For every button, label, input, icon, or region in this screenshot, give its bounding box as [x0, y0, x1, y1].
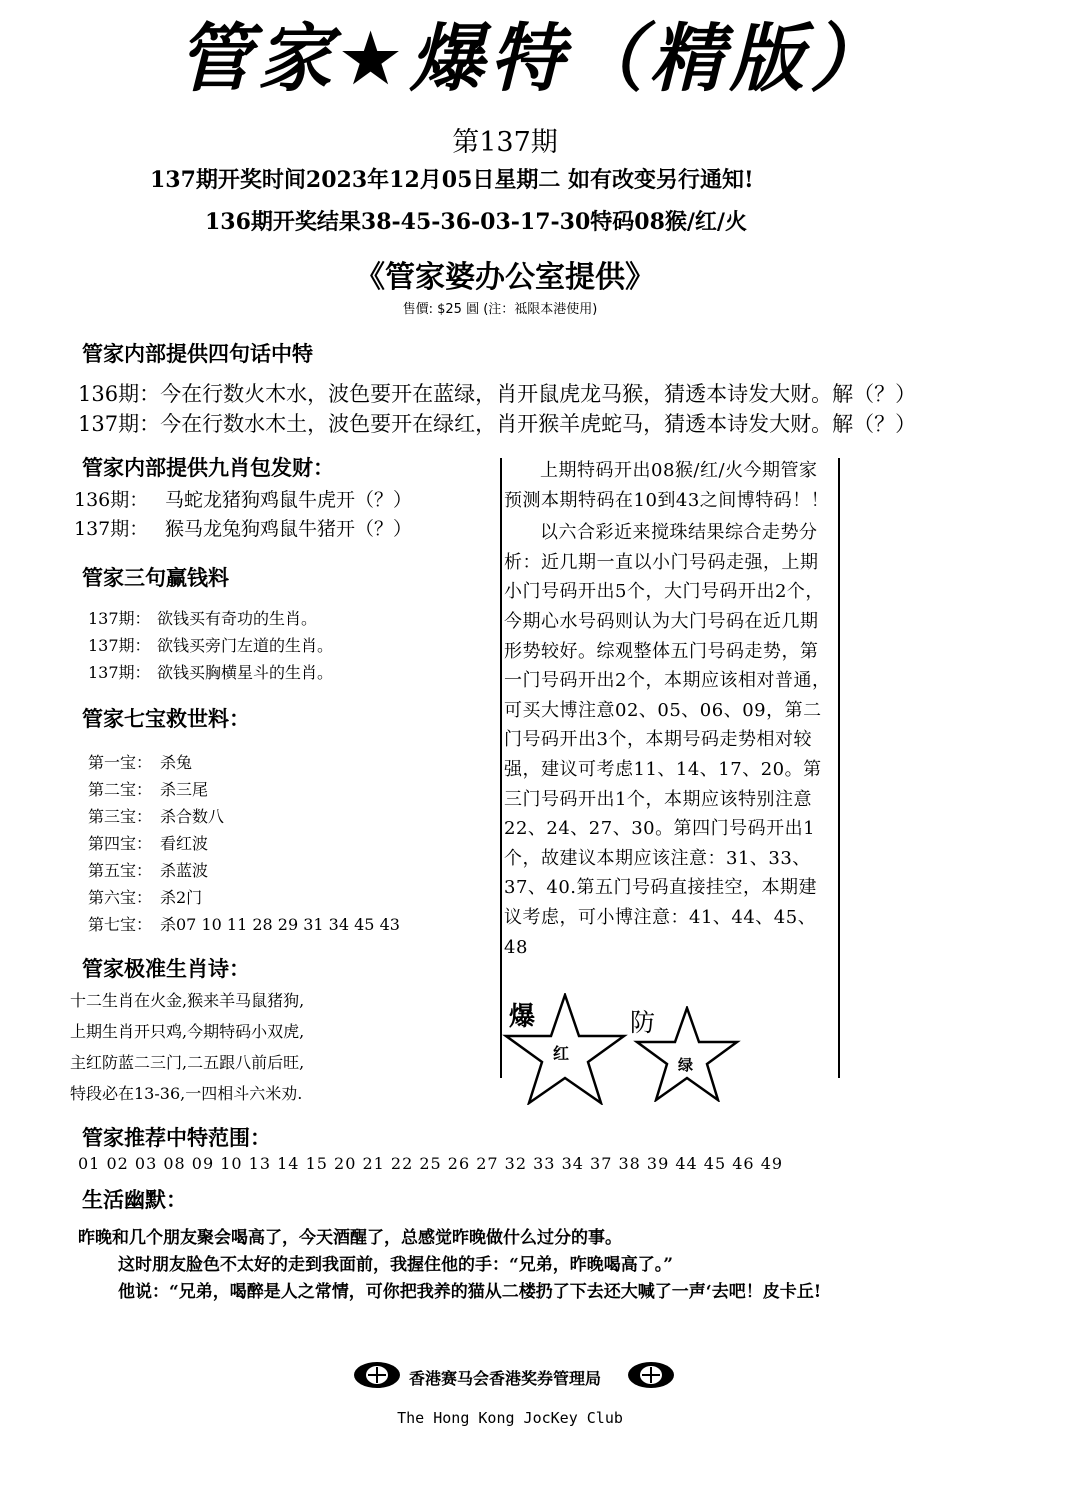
three-lines-text: 欲钱买胸横星斗的生肖。: [157, 663, 334, 682]
jockey-club-logo-right: [626, 1360, 676, 1390]
four-lines-heading: 管家内部提供四句话中特: [82, 342, 313, 366]
treasure-label: 第五宝：: [88, 861, 153, 880]
poem-heading: 管家极准生肖诗：: [82, 957, 250, 981]
footer-org-cn: 香港赛马会香港奖券管理局: [408, 1369, 601, 1388]
draw-time: 137期开奖时间2023年12月05日星期二 如有改变另行通知!: [150, 167, 754, 193]
treasure-text: 看红波: [160, 834, 209, 853]
page-title: 管家★爆特（精版）: [177, 16, 890, 102]
treasure-text: 杀合数八: [160, 807, 225, 826]
nine-zodiac-heading: 管家内部提供九肖包发财：: [82, 456, 334, 480]
last-result: 136期开奖结果38-45-36-03-17-30特码08猴/红/火: [205, 209, 747, 235]
poem-line: 十二生肖在火金,猴来羊马鼠猪狗,: [70, 991, 305, 1010]
three-lines-period: 137期：: [88, 636, 151, 655]
treasure-label: 第四宝：: [88, 834, 153, 853]
poem-line: 特段必在13-36,一四相斗六米劝.: [70, 1084, 303, 1103]
treasure-label: 第三宝：: [88, 807, 153, 826]
poem-line: 上期生肖开只鸡,今期特码小双虎,: [70, 1022, 305, 1041]
poem-line: 主红防蓝二三门,二五跟八前后旺,: [70, 1053, 305, 1072]
humor-line: 这时朋友脸色不太好的走到我面前，我握住他的手：“兄弟，昨晚喝高了。”: [118, 1255, 674, 1275]
nine-zodiac-period: 137期：: [74, 518, 149, 540]
range-heading: 管家推荐中特范围：: [82, 1126, 271, 1150]
treasure-text: 杀蓝波: [160, 861, 209, 880]
footer-org-en: The Hong Kong JocKey Club: [397, 1409, 623, 1427]
humor-heading: 生活幽默：: [82, 1188, 187, 1212]
three-lines-text: 欲钱买旁门左道的生肖。: [157, 636, 334, 655]
range-numbers: 01 02 03 08 09 10 13 14 15 20 21 22 25 26 27 32 33 34 37 38 39 44 45 46 49: [78, 1154, 784, 1173]
four-lines-row: 137期：今在行数水木土，波色要开在绿红，肖开猴羊虎蛇马，猜透本诗发大财。解（？）: [78, 412, 917, 436]
three-lines-text: 欲钱买有奇功的生肖。: [157, 609, 318, 628]
four-lines-row: 136期：今在行数火木水，波色要开在蓝绿，肖开鼠虎龙马猴，猜透本诗发大财。解（？）: [78, 382, 917, 406]
green-star-text: 绿: [678, 1056, 694, 1074]
analysis-text: [504, 456, 834, 962]
issue-number: 第137期: [452, 127, 558, 158]
nine-zodiac-text: 马蛇龙猪狗鸡鼠牛虎开（？）: [165, 489, 413, 511]
analysis-paragraph-1: 上期特码开出08猴/红/火今期管家预测本期特码在10到43之间博特码！！: [504, 460, 830, 511]
nine-zodiac-period: 136期：: [74, 489, 149, 511]
treasure-label: 第七宝：: [88, 915, 153, 934]
three-lines-heading: 管家三句赢钱料: [82, 566, 229, 590]
humor-line: 他说：“兄弟，喝醉是人之常情，可你把我养的猫从二楼扔了下去还大喊了一声‘去吧！皮卡丘!: [118, 1282, 822, 1302]
red-star-text: 红: [553, 1044, 570, 1063]
treasure-text: 杀07 10 11 28 29 31 34 45 43: [160, 915, 400, 934]
treasure-text: 杀2门: [160, 888, 203, 907]
treasure-text: 杀兔: [160, 753, 193, 772]
treasure-text: 杀三尾: [160, 780, 209, 799]
seven-treasures-heading: 管家七宝救世料：: [82, 707, 250, 731]
price: 售價: $25 圓 (注：祗限本港使用): [402, 302, 598, 317]
treasure-label: 第六宝：: [88, 888, 153, 907]
analysis-paragraph-2: 以六合彩近来搅珠结果综合走势分析：近几期一直以小门号码走强，上期小门号码开出5个，大门号码开出2个，今期心水号码则认为大门号码在近几期形势较好。综观整体五门号码走势，第一门号码开出2个，本期应该相对普通，可买大博注意02、05、06、09，第二门号码开出3个，本期号码走势相对较强，建议可考虑11、14、17、20。第三门号码开出1个，本期应该特别注意22、24、27、30。第四门号码开出1个，故建议本期应该注意：31、33、37、40.第五门号码直接挂空，本期建议考虑，可小博注意：41、44、45、48: [504, 522, 831, 958]
treasure-label: 第二宝：: [88, 780, 153, 799]
provider: 《管家婆办公室提供》: [355, 260, 655, 295]
three-lines-period: 137期：: [88, 609, 151, 628]
star-label-fang: 防: [630, 1008, 656, 1037]
humor-line: 昨晚和几个朋友聚会喝高了，今天酒醒了，总感觉昨晚做什么过分的事。: [78, 1228, 622, 1248]
star-label-bao: 爆: [509, 1002, 536, 1032]
nine-zodiac-text: 猴马龙兔狗鸡鼠牛猪开（？）: [165, 518, 413, 540]
three-lines-period: 137期：: [88, 663, 151, 682]
treasure-label: 第一宝：: [88, 753, 153, 772]
